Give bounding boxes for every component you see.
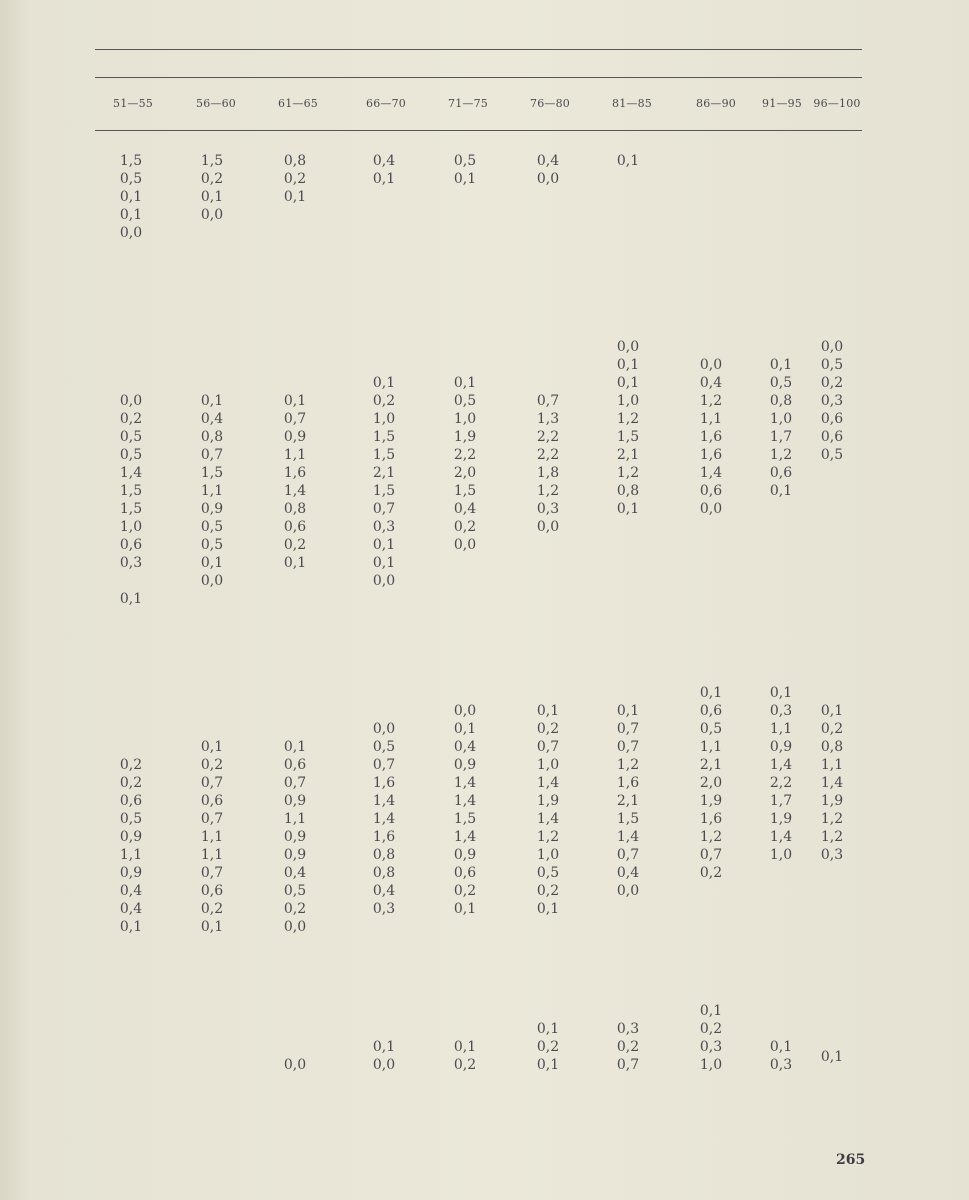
table-cell: 0,1 [119, 591, 143, 607]
table-cell: 0,0 [372, 1057, 396, 1073]
table-cell: 0,9 [283, 829, 307, 845]
table-cell: 0,2 [536, 883, 560, 899]
table-cell: 0,5 [536, 865, 560, 881]
table-cell: 0,2 [372, 393, 396, 409]
table-cell: 0,0 [699, 357, 723, 373]
table-cell: 2,0 [699, 775, 723, 791]
table-cell: 0,2 [453, 883, 477, 899]
table-cell: 1,4 [820, 775, 844, 791]
table-cell: 0,2 [616, 1039, 640, 1055]
table-cell: 0,1 [536, 1057, 560, 1073]
table-cell: 0,0 [820, 339, 844, 355]
value-column [537, 392, 559, 536]
value-column [821, 1048, 843, 1066]
table-cell: 1,9 [699, 793, 723, 809]
table-cell: 0,1 [200, 393, 224, 409]
table-cell: 0,4 [699, 375, 723, 391]
table-cell: 0,5 [119, 811, 143, 827]
table-cell: 0,5 [820, 357, 844, 373]
table-cell: 0,2 [200, 171, 224, 187]
table-cell: 1,2 [820, 811, 844, 827]
table-cell: 0,1 [200, 555, 224, 571]
table-cell: 0,0 [283, 1057, 307, 1073]
table-cell: 1,5 [200, 465, 224, 481]
table-cell: 1,4 [536, 775, 560, 791]
table-cell: 1,0 [616, 393, 640, 409]
table-cell: 1,4 [119, 465, 143, 481]
value-column [537, 702, 559, 918]
table-cell: 1,7 [769, 793, 793, 809]
table-cell: 0,1 [769, 1039, 793, 1055]
table-cell: 0,1 [453, 721, 477, 737]
table-cell: 1,6 [372, 829, 396, 845]
table-cell: 0,6 [699, 703, 723, 719]
table-cell: 1,6 [699, 429, 723, 445]
table-cell: 0,4 [119, 883, 143, 899]
table-cell: 1,4 [372, 793, 396, 809]
column-header: 91—95 [762, 97, 802, 110]
table-cell: 1,5 [119, 501, 143, 517]
table-cell: 0,1 [119, 919, 143, 935]
table-cell: 0,0 [283, 919, 307, 935]
table-cell: 1,5 [453, 811, 477, 827]
table-cell: 0,7 [616, 1057, 640, 1073]
table-cell: 0,4 [536, 153, 560, 169]
table-cell: 1,2 [820, 829, 844, 845]
table-cell: 0,2 [283, 171, 307, 187]
table-cell: 1,7 [769, 429, 793, 445]
column-header: 76—80 [530, 97, 570, 110]
table-cell: 0,5 [453, 153, 477, 169]
table-cell: 0,9 [769, 739, 793, 755]
value-column [617, 338, 639, 518]
table-cell: 0,6 [699, 483, 723, 499]
table-cell: 0,6 [453, 865, 477, 881]
column-header: 86—90 [696, 97, 736, 110]
value-column [617, 152, 639, 170]
table-cell: 1,5 [453, 483, 477, 499]
table-cell: 1,2 [616, 757, 640, 773]
table-cell: 0,9 [283, 429, 307, 445]
table-cell: 0,7 [283, 775, 307, 791]
table-cell: 0,2 [453, 519, 477, 535]
table-cell: 0,1 [616, 153, 640, 169]
table-cell: 1,8 [536, 465, 560, 481]
table-cell: 2,1 [699, 757, 723, 773]
table-cell: 0,7 [283, 411, 307, 427]
value-column [373, 720, 395, 918]
table-cell: 1,4 [616, 829, 640, 845]
table-cell: 0,3 [372, 519, 396, 535]
table-cell: 0,1 [372, 375, 396, 391]
value-column [821, 338, 843, 464]
table-cell: 0,1 [283, 555, 307, 571]
column-header: 66—70 [366, 97, 406, 110]
table-cell: 1,0 [699, 1057, 723, 1073]
column-header: 56—60 [196, 97, 236, 110]
value-column [201, 152, 223, 224]
table-cell: 0,8 [769, 393, 793, 409]
table-cell: 0,3 [372, 901, 396, 917]
column-header: 96—100 [813, 97, 861, 110]
table-cell: 0,8 [820, 739, 844, 755]
table-cell: 0,0 [372, 573, 396, 589]
value-column [284, 152, 306, 206]
table-cell: 0,8 [372, 847, 396, 863]
table-cell: 0,0 [119, 393, 143, 409]
table-cell: 1,0 [769, 411, 793, 427]
table-cell: 0,6 [283, 757, 307, 773]
table-cell: 1,9 [820, 793, 844, 809]
table-cell: 0,1 [372, 555, 396, 571]
table-cell: 0,1 [699, 1003, 723, 1019]
table-cell: 0,6 [769, 465, 793, 481]
table-cell: 1,2 [616, 465, 640, 481]
table-cell: 0,2 [699, 1021, 723, 1037]
table-cell: 0,5 [453, 393, 477, 409]
table-cell: 0,2 [200, 901, 224, 917]
table-cell: 2,2 [769, 775, 793, 791]
column-header: 51—55 [113, 97, 153, 110]
value-column [821, 702, 843, 864]
table-cell: 1,4 [536, 811, 560, 827]
table-cell: 1,2 [536, 483, 560, 499]
table-cell: 0,9 [453, 847, 477, 863]
value-column [770, 356, 792, 500]
table-cell: 1,2 [536, 829, 560, 845]
table-cell: 0,5 [372, 739, 396, 755]
table-cell: 0,8 [200, 429, 224, 445]
value-column [700, 1002, 722, 1074]
table-cell: 0,7 [616, 739, 640, 755]
table-cell: 0,6 [820, 411, 844, 427]
table-cell: 1,9 [536, 793, 560, 809]
table-cell: 0,1 [769, 483, 793, 499]
table-cell: 0,2 [119, 411, 143, 427]
value-column [120, 756, 142, 936]
table-cell: 0,0 [616, 339, 640, 355]
table-cell: 0,2 [536, 721, 560, 737]
table-cell: 0,4 [283, 865, 307, 881]
table-cell: 0,9 [119, 865, 143, 881]
table-cell: 0,7 [699, 847, 723, 863]
value-column [201, 738, 223, 936]
table-cell: 0,3 [699, 1039, 723, 1055]
top-rule [95, 49, 862, 50]
value-column [284, 1056, 306, 1074]
table-cell: 0,7 [536, 739, 560, 755]
value-column [537, 1020, 559, 1074]
table-cell: 1,2 [699, 393, 723, 409]
table-cell: 0,9 [283, 793, 307, 809]
table-cell: 1,6 [283, 465, 307, 481]
table-cell: 0,1 [119, 189, 143, 205]
table-cell: 1,0 [372, 411, 396, 427]
table-cell: 1,4 [699, 465, 723, 481]
table-cell: 0,0 [699, 501, 723, 517]
table-cell: 1,1 [200, 829, 224, 845]
table-cell: 0,0 [536, 171, 560, 187]
value-column [454, 1038, 476, 1074]
value-column [454, 374, 476, 554]
table-cell: 0,1 [200, 739, 224, 755]
table-cell: 0,1 [536, 703, 560, 719]
table-cell: 1,5 [372, 447, 396, 463]
table-cell: 2,0 [453, 465, 477, 481]
table-cell: 1,4 [769, 829, 793, 845]
table-cell: 0,1 [769, 685, 793, 701]
value-column [770, 684, 792, 864]
table-cell: 0,1 [372, 537, 396, 553]
table-cell: 0,5 [283, 883, 307, 899]
table-cell: 0,1 [283, 739, 307, 755]
value-column [201, 392, 223, 590]
table-cell: 0,1 [616, 703, 640, 719]
table-cell: 1,1 [283, 811, 307, 827]
column-header: 61—65 [278, 97, 318, 110]
table-cell: 0,6 [200, 793, 224, 809]
table-cell: 0,1 [536, 1021, 560, 1037]
table-cell: 0,2 [536, 1039, 560, 1055]
table-cell: 1,5 [119, 153, 143, 169]
table-cell: 0,2 [820, 375, 844, 391]
header-top-rule [95, 77, 862, 78]
table-cell: 0,7 [200, 775, 224, 791]
table-cell: 0,6 [200, 883, 224, 899]
value-column [700, 684, 722, 882]
page-number: 265 [836, 1152, 866, 1168]
table-cell: 1,5 [616, 811, 640, 827]
table-cell: 1,9 [453, 429, 477, 445]
value-column [373, 152, 395, 188]
value-column [700, 356, 722, 518]
table-cell: 0,1 [372, 171, 396, 187]
table-cell: 0,2 [119, 775, 143, 791]
table-cell: 0,4 [372, 883, 396, 899]
table-cell: 1,4 [372, 811, 396, 827]
header-bottom-rule [95, 130, 862, 131]
table-cell: 0,1 [616, 357, 640, 373]
table-cell: 0,0 [453, 537, 477, 553]
column-header: 71—75 [448, 97, 488, 110]
table-cell: 1,1 [200, 847, 224, 863]
table-cell: 1,5 [372, 429, 396, 445]
table-cell: 1,4 [453, 829, 477, 845]
table-cell: 2,2 [536, 429, 560, 445]
table-cell: 1,6 [372, 775, 396, 791]
table-cell: 0,1 [372, 1039, 396, 1055]
table-cell: 0,7 [372, 757, 396, 773]
value-column [284, 738, 306, 936]
table-cell: 0,9 [119, 829, 143, 845]
table-cell: 2,2 [536, 447, 560, 463]
table-cell: 1,4 [769, 757, 793, 773]
table-cell: 0,0 [372, 721, 396, 737]
table-cell: 1,1 [699, 411, 723, 427]
table-cell: 1,4 [283, 483, 307, 499]
table-cell: 0,4 [372, 153, 396, 169]
table-cell: 1,1 [769, 721, 793, 737]
table-cell: 0,7 [616, 847, 640, 863]
table-cell: 0,8 [616, 483, 640, 499]
table-cell: 0,2 [283, 537, 307, 553]
table-cell: 0,1 [283, 189, 307, 205]
table-cell: 2,1 [372, 465, 396, 481]
table-cell: 1,1 [820, 757, 844, 773]
table-cell: 0,2 [200, 757, 224, 773]
table-cell: 0,7 [616, 721, 640, 737]
value-column [120, 152, 142, 242]
table-cell: 0,8 [283, 153, 307, 169]
table-cell: 0,3 [769, 1057, 793, 1073]
table-cell: 0,8 [372, 865, 396, 881]
table-cell: 1,0 [453, 411, 477, 427]
table-cell: 0,2 [283, 901, 307, 917]
table-cell: 0,5 [119, 447, 143, 463]
table-cell: 0,5 [820, 447, 844, 463]
table-cell: 0,1 [536, 901, 560, 917]
table-cell: 0,6 [283, 519, 307, 535]
table-cell: 0,1 [200, 919, 224, 935]
table-cell: 0,4 [453, 501, 477, 517]
column-header: 81—85 [612, 97, 652, 110]
table-cell: 0,9 [200, 501, 224, 517]
table-cell: 0,1 [200, 189, 224, 205]
table-cell: 1,4 [453, 775, 477, 791]
table-cell: 0,3 [536, 501, 560, 517]
table-cell: 0,6 [820, 429, 844, 445]
table-cell: 0,6 [119, 793, 143, 809]
table-cell: 0,7 [200, 447, 224, 463]
value-column [373, 1038, 395, 1074]
value-column [284, 392, 306, 572]
table-cell: 2,2 [453, 447, 477, 463]
table-cell: 0,4 [200, 411, 224, 427]
table-cell: 1,0 [536, 847, 560, 863]
table-cell: 0,9 [453, 757, 477, 773]
table-cell: 0,1 [453, 171, 477, 187]
value-column [120, 392, 142, 608]
table-cell: 0,2 [699, 865, 723, 881]
table-cell: 0,5 [119, 171, 143, 187]
value-column [617, 1020, 639, 1074]
table-cell: 0,1 [820, 1049, 844, 1065]
table-cell [120, 572, 142, 590]
value-column [537, 152, 559, 188]
table-cell: 0,7 [372, 501, 396, 517]
table-cell: 0,7 [536, 393, 560, 409]
table-cell: 0,7 [200, 811, 224, 827]
table-cell: 0,0 [200, 573, 224, 589]
table-cell: 1,2 [769, 447, 793, 463]
table-cell: 1,2 [699, 829, 723, 845]
table-cell: 1,1 [699, 739, 723, 755]
table-cell: 0,4 [616, 865, 640, 881]
table-cell: 0,1 [453, 1039, 477, 1055]
value-column [617, 702, 639, 900]
table-cell: 0,5 [769, 375, 793, 391]
table-cell: 0,1 [616, 501, 640, 517]
table-cell: 0,2 [453, 1057, 477, 1073]
table-cell: 0,1 [820, 703, 844, 719]
table-cell: 0,0 [453, 703, 477, 719]
table-cell: 1,1 [283, 447, 307, 463]
table-cell: 0,1 [769, 357, 793, 373]
table-cell: 0,5 [699, 721, 723, 737]
table-cell: 0,0 [616, 883, 640, 899]
table-cell: 1,3 [536, 411, 560, 427]
table-cell: 1,2 [616, 411, 640, 427]
table-cell: 0,0 [536, 519, 560, 535]
value-column [454, 702, 476, 918]
table-cell: 1,9 [769, 811, 793, 827]
table-cell: 0,5 [119, 429, 143, 445]
table-cell: 1,6 [699, 447, 723, 463]
table-cell: 0,4 [453, 739, 477, 755]
table-cell: 1,6 [699, 811, 723, 827]
value-column [454, 152, 476, 188]
table-cell: 1,0 [769, 847, 793, 863]
value-column [373, 374, 395, 590]
table-cell: 0,0 [119, 225, 143, 241]
table-cell: 0,3 [616, 1021, 640, 1037]
table-cell: 0,2 [119, 757, 143, 773]
table-cell: 1,1 [119, 847, 143, 863]
table-cell: 2,1 [616, 447, 640, 463]
table-cell: 1,0 [536, 757, 560, 773]
value-column [770, 1038, 792, 1074]
table-cell: 2,1 [616, 793, 640, 809]
table-cell: 0,1 [699, 685, 723, 701]
table-cell: 0,3 [769, 703, 793, 719]
table-cell: 1,5 [372, 483, 396, 499]
table-cell: 1,5 [616, 429, 640, 445]
table-cell: 1,6 [616, 775, 640, 791]
table-cell: 0,5 [200, 519, 224, 535]
table-cell: 0,8 [283, 501, 307, 517]
table-cell: 0,3 [820, 393, 844, 409]
table-cell: 0,6 [119, 537, 143, 553]
table-cell: 0,1 [119, 207, 143, 223]
table-cell: 0,1 [283, 393, 307, 409]
table-cell: 1,5 [119, 483, 143, 499]
table-cell: 1,1 [200, 483, 224, 499]
table-cell: 0,5 [200, 537, 224, 553]
table-cell: 0,9 [283, 847, 307, 863]
table-cell: 0,2 [820, 721, 844, 737]
table-cell: 0,1 [453, 901, 477, 917]
table-cell: 1,0 [119, 519, 143, 535]
table-cell: 0,1 [616, 375, 640, 391]
table-cell: 0,3 [119, 555, 143, 571]
table-cell: 0,0 [200, 207, 224, 223]
table-cell: 1,5 [200, 153, 224, 169]
table-cell: 0,1 [453, 375, 477, 391]
table-cell: 0,3 [820, 847, 844, 863]
table-cell: 0,4 [119, 901, 143, 917]
table-cell: 0,7 [200, 865, 224, 881]
table-cell: 1,4 [453, 793, 477, 809]
